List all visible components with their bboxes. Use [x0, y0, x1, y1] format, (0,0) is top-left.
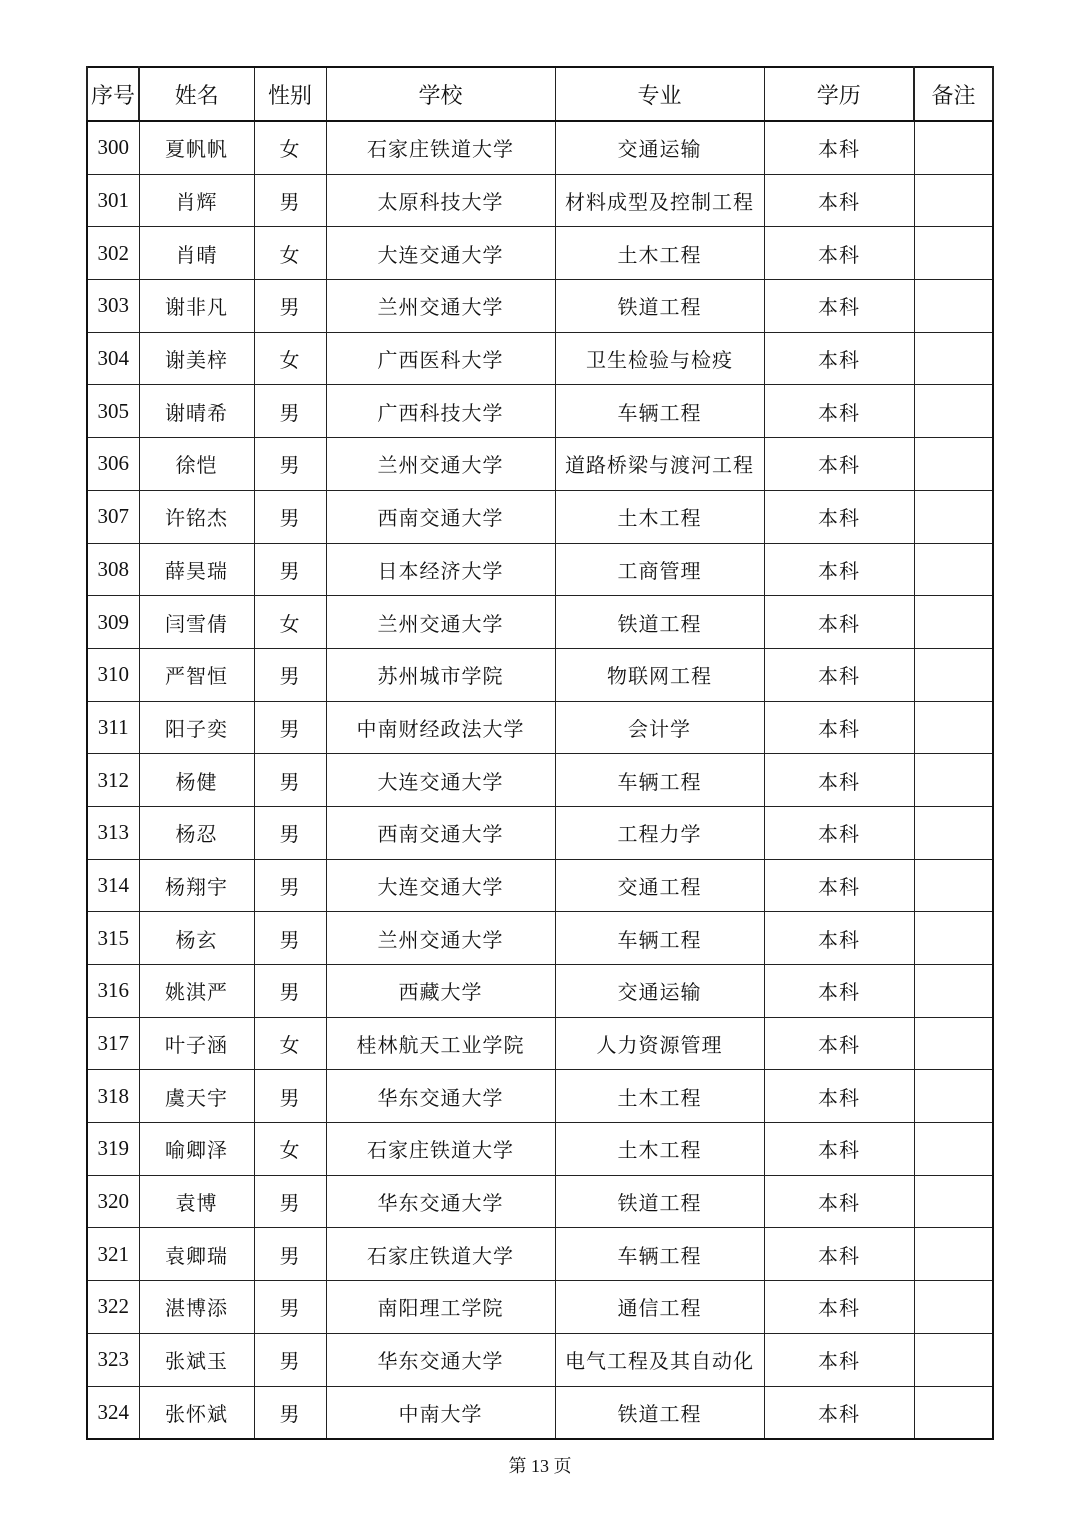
major-cell: 土木工程 — [555, 227, 764, 280]
school-cell: 石家庄铁道大学 — [326, 121, 555, 174]
major-cell: 土木工程 — [555, 1070, 764, 1123]
serial-number-cell: 314 — [87, 859, 139, 912]
table-row — [87, 965, 993, 1018]
school-cell: 中南大学 — [326, 1386, 555, 1439]
name-cell: 杨忍 — [139, 806, 254, 859]
major-cell: 车辆工程 — [555, 1228, 764, 1281]
school-cell: 广西科技大学 — [326, 385, 555, 438]
serial-number-cell: 315 — [87, 912, 139, 965]
school-cell: 石家庄铁道大学 — [326, 1228, 555, 1281]
header-major: 专业 — [555, 67, 764, 121]
table-row — [87, 1175, 993, 1228]
major-cell: 土木工程 — [555, 1123, 764, 1176]
degree-cell: 本科 — [764, 332, 914, 385]
remarks-cell — [914, 385, 993, 438]
degree-cell: 本科 — [764, 965, 914, 1018]
major-cell: 通信工程 — [555, 1281, 764, 1334]
name-cell: 肖辉 — [139, 174, 254, 227]
serial-number-cell: 312 — [87, 754, 139, 807]
major-cell: 人力资源管理 — [555, 1017, 764, 1070]
name-cell: 肖晴 — [139, 227, 254, 280]
remarks-cell — [914, 1281, 993, 1334]
school-cell: 苏州城市学院 — [326, 648, 555, 701]
degree-cell: 本科 — [764, 1123, 914, 1176]
gender-cell: 男 — [254, 1228, 326, 1281]
remarks-cell — [914, 701, 993, 754]
table-row — [87, 280, 993, 333]
header-serial-number: 序号 — [87, 67, 139, 121]
remarks-cell — [914, 596, 993, 649]
degree-cell: 本科 — [764, 490, 914, 543]
school-cell: 南阳理工学院 — [326, 1281, 555, 1334]
name-cell: 喻卿泽 — [139, 1123, 254, 1176]
major-cell: 铁道工程 — [555, 596, 764, 649]
name-cell: 杨玄 — [139, 912, 254, 965]
table-row — [87, 490, 993, 543]
school-cell: 西藏大学 — [326, 965, 555, 1018]
gender-cell: 男 — [254, 912, 326, 965]
header-degree: 学历 — [764, 67, 914, 121]
name-cell: 袁博 — [139, 1175, 254, 1228]
name-cell: 薛昊瑞 — [139, 543, 254, 596]
gender-cell: 女 — [254, 227, 326, 280]
major-cell: 铁道工程 — [555, 280, 764, 333]
table-row — [87, 912, 993, 965]
degree-cell: 本科 — [764, 1281, 914, 1334]
school-cell: 兰州交通大学 — [326, 438, 555, 491]
school-cell: 桂林航天工业学院 — [326, 1017, 555, 1070]
gender-cell: 男 — [254, 543, 326, 596]
serial-number-cell: 319 — [87, 1123, 139, 1176]
school-cell: 大连交通大学 — [326, 859, 555, 912]
table-row — [87, 701, 993, 754]
name-cell: 谢晴希 — [139, 385, 254, 438]
remarks-cell — [914, 754, 993, 807]
remarks-cell — [914, 859, 993, 912]
degree-cell: 本科 — [764, 121, 914, 174]
table-row — [87, 648, 993, 701]
table-row — [87, 332, 993, 385]
remarks-cell — [914, 227, 993, 280]
major-cell: 物联网工程 — [555, 648, 764, 701]
gender-cell: 男 — [254, 1333, 326, 1386]
gender-cell: 男 — [254, 438, 326, 491]
serial-number-cell: 317 — [87, 1017, 139, 1070]
gender-cell: 女 — [254, 121, 326, 174]
remarks-cell — [914, 121, 993, 174]
major-cell: 铁道工程 — [555, 1175, 764, 1228]
school-cell: 兰州交通大学 — [326, 912, 555, 965]
school-cell: 西南交通大学 — [326, 490, 555, 543]
degree-cell: 本科 — [764, 1228, 914, 1281]
major-cell: 铁道工程 — [555, 1386, 764, 1439]
serial-number-cell: 322 — [87, 1281, 139, 1334]
major-cell: 卫生检验与检疫 — [555, 332, 764, 385]
table-row — [87, 1017, 993, 1070]
gender-cell: 女 — [254, 1123, 326, 1176]
table-row — [87, 1281, 993, 1334]
table-row — [87, 1333, 993, 1386]
name-cell: 谢非凡 — [139, 280, 254, 333]
serial-number-cell: 316 — [87, 965, 139, 1018]
school-cell: 太原科技大学 — [326, 174, 555, 227]
major-cell: 工程力学 — [555, 806, 764, 859]
header-name: 姓名 — [139, 67, 254, 121]
degree-cell: 本科 — [764, 1070, 914, 1123]
school-cell: 大连交通大学 — [326, 754, 555, 807]
table-row — [87, 385, 993, 438]
gender-cell: 男 — [254, 1175, 326, 1228]
school-cell: 华东交通大学 — [326, 1333, 555, 1386]
degree-cell: 本科 — [764, 543, 914, 596]
degree-cell: 本科 — [764, 1175, 914, 1228]
name-cell: 虞天宇 — [139, 1070, 254, 1123]
serial-number-cell: 309 — [87, 596, 139, 649]
remarks-cell — [914, 648, 993, 701]
degree-cell: 本科 — [764, 1017, 914, 1070]
gender-cell: 男 — [254, 385, 326, 438]
degree-cell: 本科 — [764, 754, 914, 807]
name-cell: 湛博添 — [139, 1281, 254, 1334]
table-body — [87, 121, 993, 1439]
degree-cell: 本科 — [764, 648, 914, 701]
degree-cell: 本科 — [764, 280, 914, 333]
gender-cell: 男 — [254, 754, 326, 807]
degree-cell: 本科 — [764, 227, 914, 280]
table-row — [87, 596, 993, 649]
remarks-cell — [914, 1070, 993, 1123]
gender-cell: 男 — [254, 1281, 326, 1334]
remarks-cell — [914, 1228, 993, 1281]
school-cell: 兰州交通大学 — [326, 596, 555, 649]
name-cell: 阳子奕 — [139, 701, 254, 754]
school-cell: 日本经济大学 — [326, 543, 555, 596]
school-cell: 广西医科大学 — [326, 332, 555, 385]
degree-cell: 本科 — [764, 701, 914, 754]
major-cell: 车辆工程 — [555, 385, 764, 438]
gender-cell: 女 — [254, 596, 326, 649]
serial-number-cell: 311 — [87, 701, 139, 754]
school-cell: 西南交通大学 — [326, 806, 555, 859]
table-row — [87, 754, 993, 807]
roster-table — [86, 66, 994, 1440]
school-cell: 华东交通大学 — [326, 1175, 555, 1228]
remarks-cell — [914, 174, 993, 227]
major-cell: 材料成型及控制工程 — [555, 174, 764, 227]
table-row — [87, 859, 993, 912]
gender-cell: 男 — [254, 174, 326, 227]
serial-number-cell: 321 — [87, 1228, 139, 1281]
degree-cell: 本科 — [764, 806, 914, 859]
degree-cell: 本科 — [764, 1333, 914, 1386]
name-cell: 姚淇严 — [139, 965, 254, 1018]
serial-number-cell: 318 — [87, 1070, 139, 1123]
name-cell: 闫雪倩 — [139, 596, 254, 649]
name-cell: 杨翔宇 — [139, 859, 254, 912]
table-row — [87, 121, 993, 174]
table-row — [87, 1070, 993, 1123]
school-cell: 中南财经政法大学 — [326, 701, 555, 754]
major-cell: 道路桥梁与渡河工程 — [555, 438, 764, 491]
serial-number-cell: 301 — [87, 174, 139, 227]
gender-cell: 女 — [254, 1017, 326, 1070]
degree-cell: 本科 — [764, 1386, 914, 1439]
school-cell: 大连交通大学 — [326, 227, 555, 280]
major-cell: 土木工程 — [555, 490, 764, 543]
major-cell: 工商管理 — [555, 543, 764, 596]
remarks-cell — [914, 280, 993, 333]
gender-cell: 女 — [254, 332, 326, 385]
serial-number-cell: 320 — [87, 1175, 139, 1228]
serial-number-cell: 300 — [87, 121, 139, 174]
degree-cell: 本科 — [764, 385, 914, 438]
remarks-cell — [914, 490, 993, 543]
serial-number-cell: 323 — [87, 1333, 139, 1386]
degree-cell: 本科 — [764, 859, 914, 912]
remarks-cell — [914, 1175, 993, 1228]
name-cell: 夏帆帆 — [139, 121, 254, 174]
header-gender: 性别 — [254, 67, 326, 121]
gender-cell: 男 — [254, 701, 326, 754]
major-cell: 交通运输 — [555, 121, 764, 174]
gender-cell: 男 — [254, 1070, 326, 1123]
name-cell: 杨健 — [139, 754, 254, 807]
table-row — [87, 806, 993, 859]
remarks-cell — [914, 1017, 993, 1070]
remarks-cell — [914, 1386, 993, 1439]
degree-cell: 本科 — [764, 912, 914, 965]
remarks-cell — [914, 965, 993, 1018]
serial-number-cell: 304 — [87, 332, 139, 385]
serial-number-cell: 306 — [87, 438, 139, 491]
table-row — [87, 174, 993, 227]
serial-number-cell: 313 — [87, 806, 139, 859]
table-row — [87, 1123, 993, 1176]
gender-cell: 男 — [254, 806, 326, 859]
header-remarks: 备注 — [914, 67, 993, 121]
table-row — [87, 1228, 993, 1281]
page-number: 第 13 页 — [508, 1456, 572, 1476]
name-cell: 严智恒 — [139, 648, 254, 701]
school-cell: 兰州交通大学 — [326, 280, 555, 333]
remarks-cell — [914, 912, 993, 965]
header-school: 学校 — [326, 67, 555, 121]
gender-cell: 男 — [254, 859, 326, 912]
school-cell: 华东交通大学 — [326, 1070, 555, 1123]
major-cell: 车辆工程 — [555, 912, 764, 965]
name-cell: 许铭杰 — [139, 490, 254, 543]
gender-cell: 男 — [254, 648, 326, 701]
serial-number-cell: 324 — [87, 1386, 139, 1439]
major-cell: 交通运输 — [555, 965, 764, 1018]
table-row — [87, 1386, 993, 1439]
school-cell: 石家庄铁道大学 — [326, 1123, 555, 1176]
serial-number-cell: 308 — [87, 543, 139, 596]
remarks-cell — [914, 1333, 993, 1386]
name-cell: 张怀斌 — [139, 1386, 254, 1439]
major-cell: 车辆工程 — [555, 754, 764, 807]
remarks-cell — [914, 543, 993, 596]
gender-cell: 男 — [254, 490, 326, 543]
remarks-cell — [914, 332, 993, 385]
table-row — [87, 543, 993, 596]
name-cell: 张斌玉 — [139, 1333, 254, 1386]
gender-cell: 男 — [254, 1386, 326, 1439]
remarks-cell — [914, 806, 993, 859]
degree-cell: 本科 — [764, 596, 914, 649]
serial-number-cell: 302 — [87, 227, 139, 280]
name-cell: 叶子涵 — [139, 1017, 254, 1070]
name-cell: 徐恺 — [139, 438, 254, 491]
major-cell: 电气工程及其自动化 — [555, 1333, 764, 1386]
remarks-cell — [914, 1123, 993, 1176]
major-cell: 会计学 — [555, 701, 764, 754]
degree-cell: 本科 — [764, 438, 914, 491]
serial-number-cell: 305 — [87, 385, 139, 438]
gender-cell: 男 — [254, 280, 326, 333]
name-cell: 谢美梓 — [139, 332, 254, 385]
degree-cell: 本科 — [764, 174, 914, 227]
remarks-cell — [914, 438, 993, 491]
name-cell: 袁卿瑞 — [139, 1228, 254, 1281]
serial-number-cell: 307 — [87, 490, 139, 543]
table-row — [87, 438, 993, 491]
serial-number-cell: 303 — [87, 280, 139, 333]
gender-cell: 男 — [254, 965, 326, 1018]
table-header-row — [87, 67, 993, 121]
serial-number-cell: 310 — [87, 648, 139, 701]
table-row — [87, 227, 993, 280]
major-cell: 交通工程 — [555, 859, 764, 912]
